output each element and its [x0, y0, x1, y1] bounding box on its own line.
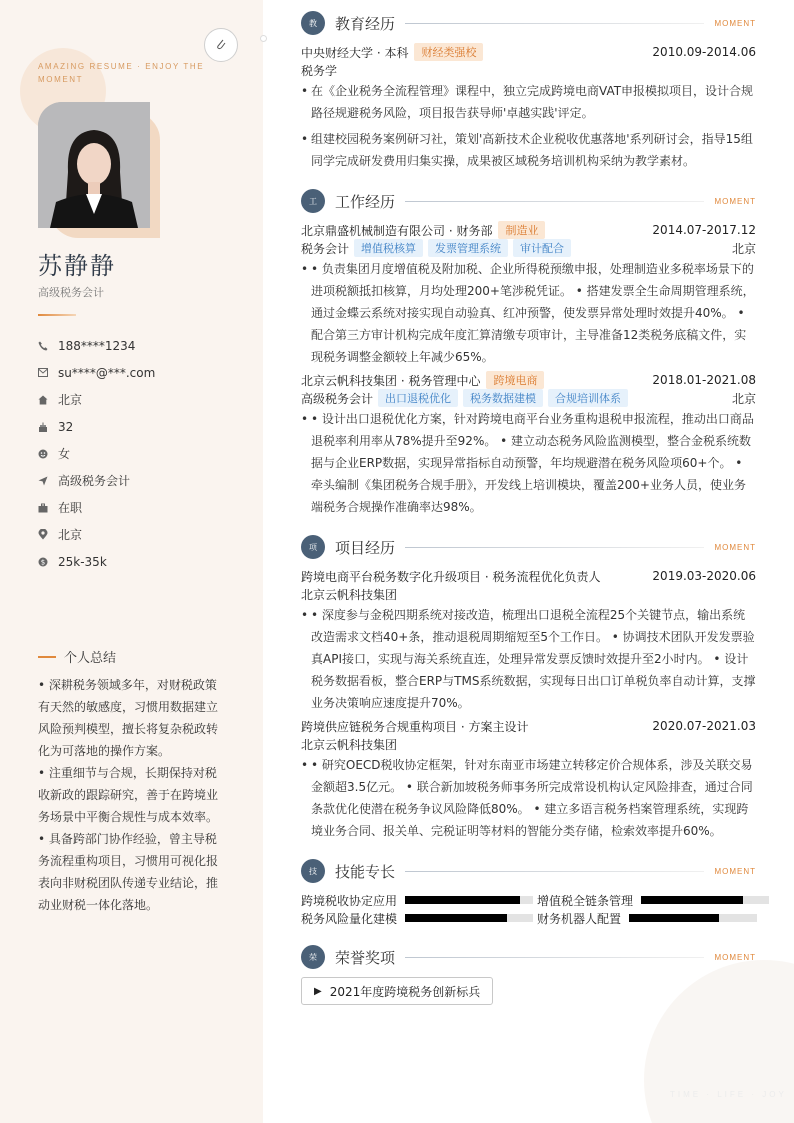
section-badge: 项: [301, 535, 325, 559]
work-role-row: [301, 239, 756, 257]
project-org-row: [301, 735, 756, 753]
work-date: 2014.07-2017.12: [652, 223, 756, 237]
education-school-row: [301, 43, 756, 61]
contact-value: 女: [58, 447, 71, 461]
location-pin-icon: [38, 529, 58, 540]
moment-label: MOMENT: [714, 18, 756, 28]
project-org: 北京云帆科技集团: [301, 587, 398, 602]
skill-item: [537, 910, 757, 927]
skill-name: 跨境税收协定应用: [301, 893, 398, 908]
contact-value: 32: [58, 419, 74, 434]
section-badge: 工: [301, 189, 325, 213]
paperclip-icon: [204, 28, 238, 62]
contact-value: 188****1234: [58, 338, 136, 353]
role: 高级税务会计: [301, 391, 374, 406]
moment-label: MOMENT: [714, 196, 756, 206]
project-name: 跨境供应链税务合规重构项目 · 方案主设计: [301, 719, 529, 734]
project-date: 2019.03-2020.06: [652, 569, 756, 583]
contact-value: 25k-35k: [58, 554, 107, 569]
cake-icon: [38, 422, 58, 432]
tagline: AMAZING RESUME · ENJOY THE MOMENT: [38, 62, 205, 84]
section-divider: [405, 957, 704, 958]
summary-item: • 具备跨部门协作经验，曾主导税务流程重构项目，习惯用可视化报表向非财税团队传递专业结论，推动业财税一体化落地。: [38, 832, 219, 912]
svg-text:$: $: [40, 558, 46, 567]
summary-item: • 深耕税务领域多年，对财税政策有天然的敏感度，习惯用数据建立风险预判模型，擅长将复杂税政转化为可落地的操作方案。: [38, 678, 219, 758]
school-tag: 财经类强校: [414, 43, 483, 61]
section-awards-header: [301, 945, 756, 969]
work-city: 北京: [731, 241, 756, 256]
company-name: 北京鼎盛机械制造有限公司 · 财务部: [301, 223, 493, 238]
contact-value: 北京: [58, 393, 83, 407]
contact-value: su****@***.com: [58, 365, 156, 380]
heading-accent-bar: [38, 656, 56, 658]
contact-phone: [38, 332, 248, 359]
contact-age: [38, 413, 248, 440]
contact-status: [38, 494, 248, 521]
summary-body: [38, 674, 224, 916]
sidebar: [0, 0, 263, 1123]
section-title: 教育经历: [335, 14, 396, 33]
job-title: 高级税务会计: [38, 286, 104, 299]
section-badge: 技: [301, 859, 325, 883]
work-city: 北京: [731, 391, 756, 406]
skill-item: [301, 910, 537, 927]
company-name: 北京云帆科技集团 · 税务管理中心: [301, 373, 481, 388]
industry-tag: 跨境电商: [486, 371, 544, 389]
section-skills-header: [301, 859, 756, 883]
moment-label: MOMENT: [714, 952, 756, 962]
project-name: 跨境电商平台税务数字化升级项目 · 税务流程优化负责人: [301, 569, 601, 584]
skill-tag: 出口退税优化: [378, 389, 458, 407]
work-role-row: [301, 389, 756, 407]
project-org-row: [301, 585, 756, 603]
section-divider: [405, 547, 704, 548]
contact-value: 在职: [58, 501, 83, 515]
school-name: 中央财经大学 · 本科: [301, 45, 409, 60]
project-title-row: [301, 567, 756, 585]
skill-bar: [405, 896, 533, 904]
skill-name: 税务风险量化建模: [301, 911, 398, 926]
skill-item: [301, 892, 537, 909]
section-project-header: [301, 535, 756, 559]
section-divider: [405, 201, 704, 202]
education-date: 2010.09-2014.06: [652, 45, 756, 59]
contact-list: [38, 332, 248, 575]
summary-heading: [38, 647, 116, 666]
play-triangle-icon: ▶: [314, 985, 322, 997]
section-work-header: [301, 189, 756, 213]
skill-name: 财务机器人配置: [537, 911, 622, 926]
skill-name: 增值税全链条管理: [537, 893, 634, 908]
work-date: 2018.01-2021.08: [652, 373, 756, 387]
decorative-dot: [260, 35, 267, 42]
project-title-row: [301, 717, 756, 735]
mail-icon: [38, 368, 58, 377]
skill-bar: [641, 896, 769, 904]
contact-salary: [38, 548, 248, 575]
award-name: 2021年度跨境税务创新标兵: [329, 984, 481, 999]
skill-bar-fill: [629, 914, 719, 922]
work-description: • • 负责集团月度增值税及附加税、企业所得税预缴申报，处理制造业多税率场景下的进项税额抵扣核算，月均处理200+笔涉税凭证。 • 搭建发票全生命周期管理系统，通过金蝶云系统对接实现自动验真、红冲预警，使发票异常处理时效提升40%。 • 配合第三方审计机构完成年度汇算清缴专项审计，主导准备12类税务底稿文件，实现税务调整金额较上年减少65%。: [301, 258, 756, 368]
skill-tag: 合规培训体系: [548, 389, 628, 407]
person-name: 苏静静: [38, 252, 116, 280]
skill-bar-fill: [405, 914, 507, 922]
project-org: 北京云帆科技集团: [301, 737, 398, 752]
gender-icon: [38, 449, 58, 459]
section-divider: [405, 23, 704, 24]
skill-row: [301, 909, 771, 927]
home-icon: [38, 395, 58, 405]
skill-bar: [405, 914, 533, 922]
section-title: 项目经历: [335, 538, 396, 557]
work-company-row: [301, 371, 756, 389]
section-divider: [405, 871, 704, 872]
contact-value: 北京: [58, 528, 83, 542]
contact-email: [38, 359, 248, 386]
contact-gender: [38, 440, 248, 467]
work-company-row: [301, 221, 756, 239]
profile-photo: [38, 102, 150, 228]
contact-target-position: [38, 467, 248, 494]
contact-hometown: [38, 386, 248, 413]
project-description: • • 深度参与金税四期系统对接改造，梳理出口退税全流程25个关键节点，输出系统改造需求文档40+条，推动退税周期缩短至5个工作日。 • 协调技术团队开发发票验真API接口，实现与海关系统直连，处理异常发票反馈时效提升至2小时内。 • 设计税务数据看板，整合ERP与TMS系统数据，实现每日出口订单税负率自动计算，支撑业务决策响应速度提升70%。: [301, 604, 756, 714]
skill-bar: [629, 914, 757, 922]
footer-decoration: TIME · LIFE · JOY: [670, 1090, 787, 1099]
section-title: 荣誉奖项: [335, 948, 396, 967]
skill-tag: 发票管理系统: [428, 239, 508, 257]
section-title: 工作经历: [335, 192, 396, 211]
major: 税务学: [301, 63, 338, 78]
summary-title: 个人总结: [64, 651, 117, 666]
moment-label: MOMENT: [714, 542, 756, 552]
summary-item: • 注重细节与合规，长期保持对税收新政的跟踪研究，善于在跨境业务场景中平衡合规性与成本效率。: [38, 766, 219, 824]
moment-label: MOMENT: [714, 866, 756, 876]
skill-item: [537, 892, 769, 909]
award-item: [301, 977, 493, 1005]
skill-tag: 审计配合: [513, 239, 571, 257]
skill-tag: 税务数据建模: [463, 389, 543, 407]
section-education-header: [301, 11, 756, 35]
section-title: 技能专长: [335, 862, 396, 881]
skill-row: [301, 891, 771, 909]
role: 税务会计: [301, 241, 350, 256]
phone-icon: [38, 341, 58, 351]
send-icon: [38, 476, 58, 486]
accent-divider: [38, 314, 76, 316]
skill-bar-fill: [641, 896, 743, 904]
section-badge: 教: [301, 11, 325, 35]
skill-bar-fill: [405, 896, 520, 904]
salary-icon: [38, 557, 58, 567]
industry-tag: 制造业: [498, 221, 545, 239]
briefcase-icon: [38, 503, 58, 513]
skill-tag: 增值税核算: [354, 239, 423, 257]
education-bullet: • 在《企业税务全流程管理》课程中，独立完成跨境电商VAT申报模拟项目，设计合规路径规避税务风险，项目报告获导师'卓越实践'评定。: [301, 80, 756, 124]
education-major-row: [301, 61, 756, 79]
education-bullet: • 组建校园税务案例研习社，策划'高新技术企业税收优惠落地'系列研讨会，指导15组同学完成研发费用归集实操，成果被区域税务培训机构采纳为教学素材。: [301, 128, 756, 172]
contact-value: 高级税务会计: [58, 474, 131, 488]
contact-target-city: [38, 521, 248, 548]
project-description: • • 研究OECD税收协定框架，针对东南亚市场建立转移定价合规体系，涉及关联交易金额超3.5亿元。 • 联合新加坡税务师事务所完成常设机构认定风险排查，通过合同条款优化使潜在税务争议风险降低80%。 • 建立多语言税务档案管理系统，实现跨境业务合同、报关单、完税证明等材料的智能分类存储，检索效率提升60%。: [301, 754, 756, 842]
work-description: • • 设计出口退税优化方案，针对跨境电商平台业务重构退税申报流程，推动出口商品退税率利用率从78%提升至92%。 • 建立动态税务风险监测模型，整合金税系统数据与企业ERP数据，实现异常指标自动预警，年均规避潜在税务风险项60+个。 • 牵头编制《集团税务合规手册》，开发线上培训模块，覆盖200+业务人员，使业务端税务合规操作准确率达98%。: [301, 408, 756, 518]
project-date: 2020.07-2021.03: [652, 719, 756, 733]
section-badge: 荣: [301, 945, 325, 969]
